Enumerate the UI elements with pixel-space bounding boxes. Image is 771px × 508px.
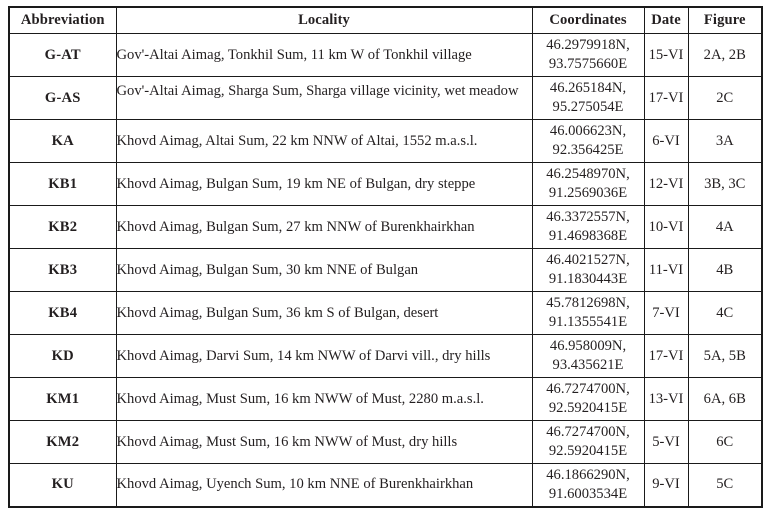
cell-date: 7-VI	[644, 292, 688, 335]
cell-locality: Khovd Aimag, Bulgan Sum, 30 km NNE of Bulgan	[116, 249, 532, 292]
cell-date: 13-VI	[644, 378, 688, 421]
column-header-locality: Locality	[116, 7, 532, 34]
locality-table-container	[8, 6, 763, 508]
coordinate-latitude: 46.4021527N,	[546, 252, 630, 269]
cell-locality: Khovd Aimag, Altai Sum, 22 km NNW of Altai, 1552 m.a.s.l.	[116, 120, 532, 163]
coordinate-longitude: 91.1830443E	[548, 271, 628, 287]
cell-abbreviation: KB1	[9, 163, 116, 206]
cell-coordinates	[532, 77, 644, 120]
cell-locality: Khovd Aimag, Bulgan Sum, 36 km S of Bulgan, desert	[116, 292, 532, 335]
cell-date: 12-VI	[644, 163, 688, 206]
cell-abbreviation: KA	[9, 120, 116, 163]
cell-figure: 2A, 2B	[688, 34, 762, 77]
cell-abbreviation: G-AS	[9, 77, 116, 120]
cell-abbreviation: KD	[9, 335, 116, 378]
table-row	[9, 120, 762, 163]
coordinate-longitude: 91.4698368E	[548, 228, 628, 244]
cell-coordinates	[532, 464, 644, 507]
cell-figure: 5A, 5B	[688, 335, 762, 378]
cell-figure: 5C	[688, 464, 762, 507]
cell-locality: Khovd Aimag, Darvi Sum, 14 km NWW of Darvi vill., dry hills	[116, 335, 532, 378]
cell-abbreviation: KM2	[9, 421, 116, 464]
cell-coordinates	[532, 335, 644, 378]
coordinate-longitude: 95.275054E	[552, 99, 624, 115]
table-header	[9, 7, 762, 34]
cell-abbreviation: KB4	[9, 292, 116, 335]
cell-locality: Gov'-Altai Aimag, Sharga Sum, Sharga village vicinity, wet meadow	[116, 77, 532, 120]
coordinate-longitude: 93.7575660E	[548, 56, 628, 72]
cell-coordinates	[532, 206, 644, 249]
coordinate-longitude: 92.356425E	[552, 142, 624, 158]
cell-figure: 6A, 6B	[688, 378, 762, 421]
coordinate-latitude: 46.2979918N,	[546, 37, 630, 54]
coordinate-longitude: 93.435621E	[552, 357, 624, 373]
cell-coordinates	[532, 34, 644, 77]
cell-locality: Khovd Aimag, Must Sum, 16 km NWW of Must, 2280 m.a.s.l.	[116, 378, 532, 421]
table-row	[9, 249, 762, 292]
coordinate-latitude: 46.958009N,	[549, 338, 627, 355]
table-header-row	[9, 7, 762, 34]
cell-figure: 3A	[688, 120, 762, 163]
coordinate-latitude: 46.265184N,	[549, 80, 627, 97]
cell-figure: 4A	[688, 206, 762, 249]
table-row	[9, 464, 762, 507]
table-body	[9, 34, 762, 507]
cell-date: 17-VI	[644, 335, 688, 378]
cell-date: 6-VI	[644, 120, 688, 163]
cell-locality: Khovd Aimag, Bulgan Sum, 19 km NE of Bulgan, dry steppe	[116, 163, 532, 206]
cell-locality: Khovd Aimag, Bulgan Sum, 27 km NNW of Burenkhairkhan	[116, 206, 532, 249]
cell-abbreviation: KB3	[9, 249, 116, 292]
coordinate-longitude: 91.6003534E	[548, 485, 628, 502]
coordinate-latitude: 46.7274700N,	[546, 424, 630, 441]
coordinate-latitude: 46.006623N,	[549, 123, 627, 140]
cell-date: 11-VI	[644, 249, 688, 292]
cell-locality: Khovd Aimag, Must Sum, 16 km NWW of Must, dry hills	[116, 421, 532, 464]
coordinate-longitude: 91.1355541E	[548, 314, 628, 330]
cell-coordinates	[532, 421, 644, 464]
table-row	[9, 163, 762, 206]
table-row	[9, 34, 762, 77]
coordinate-longitude: 92.5920415E	[548, 443, 628, 459]
table-row	[9, 292, 762, 335]
coordinate-longitude: 92.5920415E	[548, 400, 628, 416]
coordinate-latitude: 46.1866290N,	[546, 466, 630, 483]
column-header-coordinates: Coordinates	[532, 7, 644, 34]
cell-date: 10-VI	[644, 206, 688, 249]
cell-date: 5-VI	[644, 421, 688, 464]
coordinate-latitude: 46.7274700N,	[546, 381, 630, 398]
column-header-date: Date	[644, 7, 688, 34]
cell-coordinates	[532, 163, 644, 206]
table-row	[9, 421, 762, 464]
cell-date: 17-VI	[644, 77, 688, 120]
cell-coordinates	[532, 378, 644, 421]
cell-figure: 6C	[688, 421, 762, 464]
cell-figure: 4B	[688, 249, 762, 292]
column-header-figure: Figure	[688, 7, 762, 34]
cell-coordinates	[532, 292, 644, 335]
cell-figure: 3B, 3C	[688, 163, 762, 206]
table-row	[9, 77, 762, 120]
cell-locality: Khovd Aimag, Uyench Sum, 10 km NNE of Burenkhairkhan	[116, 464, 532, 507]
coordinate-latitude: 46.3372557N,	[546, 209, 630, 226]
cell-abbreviation: KM1	[9, 378, 116, 421]
coordinate-latitude: 46.2548970N,	[546, 166, 630, 183]
cell-abbreviation: KU	[9, 464, 116, 507]
cell-figure: 2C	[688, 77, 762, 120]
column-header-abbreviation: Abbreviation	[9, 7, 116, 34]
locality-table	[8, 6, 763, 508]
coordinate-latitude: 45.7812698N,	[546, 295, 630, 312]
cell-coordinates	[532, 120, 644, 163]
coordinate-longitude: 91.2569036E	[548, 185, 628, 201]
table-row	[9, 206, 762, 249]
table-row	[9, 335, 762, 378]
cell-abbreviation: KB2	[9, 206, 116, 249]
cell-date: 15-VI	[644, 34, 688, 77]
cell-coordinates	[532, 249, 644, 292]
cell-locality: Gov'-Altai Aimag, Tonkhil Sum, 11 km W of Tonkhil village	[116, 34, 532, 77]
cell-abbreviation: G-AT	[9, 34, 116, 77]
cell-figure: 4C	[688, 292, 762, 335]
table-row	[9, 378, 762, 421]
cell-date: 9-VI	[644, 464, 688, 507]
